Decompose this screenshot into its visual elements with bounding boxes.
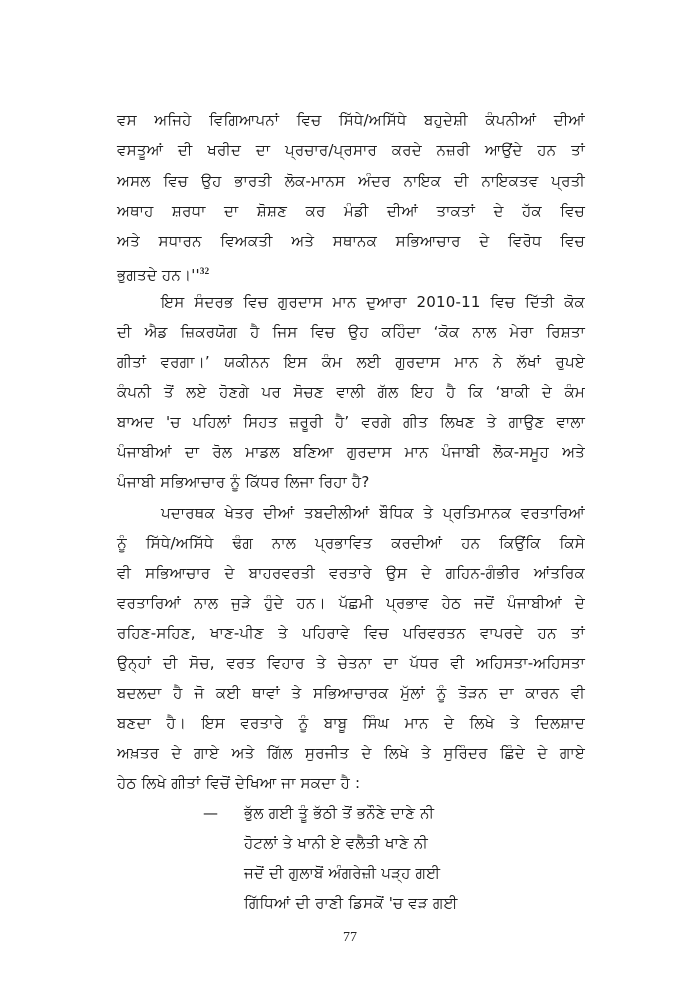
text-line: ਨੂੰ ਸਿੱਧੇ/ਅਸਿੱਧੇ ਢੰਗ ਨਾਲ ਪ੍ਰਭਾਵਿਤ ਕਰਦੀਆਂ ਹਨ ਕਿਉਂਕਿ ਕਿਸੇ: [117, 534, 585, 552]
text-line: ਹੇਠ ਲਿਖੇ ਗੀਤਾਂ ਵਿਚੋਂ ਦੇਖਿਆ ਜਾ ਸਕਦਾ ਹੈ :: [117, 774, 361, 792]
text-line: ਦੀ ਐਡ ਜ਼ਿਕਰਯੋਗ ਹੈ ਜਿਸ ਵਿਚ ਉਹ ਕਹਿੰਦਾ ‘ਕੋਕ ਨਾਲ ਮੇਰਾ ਰਿਸ਼ਤਾ: [117, 323, 585, 341]
verse-line: ਗਿੱਧਿਆਂ ਦੀ ਰਾਣੀ ਡਿਸਕੋਂ 'ਚ ਵੜ ਗਈ: [244, 894, 458, 912]
text-line: ਉਨ੍ਹਾਂ ਦੀ ਸੋਚ, ਵਰਤ ਵਿਹਾਰ ਤੇ ਚੇਤਨਾ ਦਾ ਪੱਧਰ ਵੀ ਅਹਿਸਤਾ-ਅਹਿਸਤਾ: [117, 654, 585, 672]
text-line: ਪਦਾਰਥਕ ਖੇਤਰ ਦੀਆਂ ਤਬਦੀਲੀਆਂ ਬੌਧਿਕ ਤੇ ਪ੍ਰਤਿਮਾਨਕ ਵਰਤਾਰਿਆਂ: [161, 504, 585, 522]
text-line: ਵਸਤੂਆਂ ਦੀ ਖਰੀਦ ਦਾ ਪ੍ਰਚਾਰ/ਪ੍ਰਸਾਰ ਕਰਦੇ ਨਜ਼ਰੀ ਆਉਂਦੇ ਹਨ ਤਾਂ: [117, 141, 585, 159]
verse-line: ਭੁੱਲ ਗਈ ਤੂੰ ਭੱਠੀ ਤੋਂ ਭਨੌਣੇ ਦਾਣੇ ਨੀ: [244, 804, 435, 822]
verse-dash: —: [203, 804, 218, 822]
text-line: ਅਤੇ ਸਧਾਰਨ ਵਿਅਕਤੀ ਅਤੇ ਸਥਾਨਕ ਸਭਿਆਚਾਰ ਦੇ ਵਿਰੋਧ ਵਿਚ: [117, 232, 585, 250]
text-line: ਕੰਪਨੀ ਤੋਂ ਲਏ ਹੋਣਗੇ ਪਰ ਸੋਚਣ ਵਾਲੀ ਗੱਲ ਇਹ ਹੈ ਕਿ ‘ਬਾਕੀ ਦੇ ਕੰਮ: [117, 383, 585, 401]
text-line: ਬਾਅਦ 'ਚ ਪਹਿਲਾਂ ਸਿਹਤ ਜ਼ਰੂਰੀ ਹੈ’ ਵਰਗੇ ਗੀਤ ਲਿਖਣ ਤੇ ਗਾਉਣ ਵਾਲਾ: [117, 413, 585, 431]
text-line: ਵਸ ਅਜਿਹੇ ਵਿਗਿਆਪਨਾਂ ਵਿਚ ਸਿੱਧੇ/ਅਸਿੱਧੇ ਬਹੁਦੇਸ਼ੀ ਕੰਪਨੀਆਂ ਦੀਆਂ: [117, 111, 585, 129]
verse-line: ਹੋਟਲਾਂ ਤੇ ਖਾਨੀ ਏ ਵਲੈਤੀ ਖਾਣੇ ਨੀ: [244, 834, 428, 852]
text-line: ਬਦਲਦਾ ਹੈ ਜੋ ਕਈ ਥਾਵਾਂ ਤੇ ਸਭਿਆਚਾਰਕ ਮੁੱਲਾਂ ਨੂੰ ਤੋੜਨ ਦਾ ਕਾਰਨ ਵੀ: [117, 684, 585, 702]
page-number: 77: [343, 930, 357, 945]
text-line-content: ਭੁਗਤਦੇ ਹਨ।'': [117, 266, 200, 284]
text-line: ਅਸਲ ਵਿਚ ਉਹ ਭਾਰਤੀ ਲੋਕ-ਮਾਨਸ ਅੰਦਰ ਨਾਇਕ ਦੀ ਨਾਇਕਤਵ ਪ੍ਰਤੀ: [117, 172, 585, 190]
text-line: ਪੰਜਾਬੀ ਸਭਿਆਚਾਰ ਨੂੰ ਕਿੱਧਰ ਲਿਜਾ ਰਿਹਾ ਹੈ?: [117, 473, 370, 491]
text-line: [117, 261, 585, 285]
text-line: ਵਰਤਾਰਿਆਂ ਨਾਲ ਜੁੜੇ ਹੁੰਦੇ ਹਨ। ਪੱਛਮੀ ਪ੍ਰਭਾਵ ਹੇਠ ਜਦੋਂ ਪੰਜਾਬੀਆਂ ਦੇ: [117, 594, 585, 612]
verse-line: ਜਦੋਂ ਦੀ ਗੁਲਾਬੋਂ ਅੰਗਰੇਜ਼ੀ ਪੜ੍ਹ ਗਈ: [244, 864, 441, 882]
text-line: ਰਹਿਣ-ਸਹਿਣ, ਖਾਣ-ਪੀਣ ਤੇ ਪਹਿਰਾਵੇ ਵਿਚ ਪਰਿਵਰਤਨ ਵਾਪਰਦੇ ਹਨ ਤਾਂ: [117, 624, 585, 642]
text-line: ਗੀਤਾਂ ਵਰਗਾ।’ ਯਕੀਨਨ ਇਸ ਕੰਮ ਲਈ ਗੁਰਦਾਸ ਮਾਨ ਨੇ ਲੱਖਾਂ ਰੁਪਏ: [117, 353, 585, 371]
text-line: ਵੀ ਸਭਿਆਚਾਰ ਦੇ ਬਾਹਰਵਰਤੀ ਵਰਤਾਰੇ ਉਸ ਦੇ ਗਹਿਨ-ਗੰਭੀਰ ਆਂਤਰਿਕ: [117, 564, 585, 582]
text-line: ਇਸ ਸੰਦਰਭ ਵਿਚ ਗੁਰਦਾਸ ਮਾਨ ਦੁਆਰਾ 2010-11 ਵਿਚ ਦਿੱਤੀ ਕੋਕ: [161, 293, 585, 311]
text-line: ਬਣਦਾ ਹੈ। ਇਸ ਵਰਤਾਰੇ ਨੂੰ ਬਾਬੂ ਸਿੰਘ ਮਾਨ ਦੇ ਲਿਖੇ ਤੇ ਦਿਲਸ਼ਾਦ: [117, 714, 585, 732]
text-line: ਅਥਾਹ ਸ਼ਰਧਾ ਦਾ ਸ਼ੋਸ਼ਣ ਕਰ ਮੰਡੀ ਦੀਆਂ ਤਾਕਤਾਂ ਦੇ ਹੱਕ ਵਿਚ: [117, 202, 585, 220]
footnote-reference: 32: [199, 266, 210, 276]
text-line: ਪੰਜਾਬੀਆਂ ਦਾ ਰੋਲ ਮਾਡਲ ਬਣਿਆ ਗੁਰਦਾਸ ਮਾਨ ਪੰਜਾਬੀ ਲੋਕ-ਸਮੂਹ ਅਤੇ: [117, 443, 585, 461]
text-line: ਅਖ਼ਤਰ ਦੇ ਗਾਏ ਅਤੇ ਗਿੱਲ ਸੁਰਜੀਤ ਦੇ ਲਿਖੇ ਤੇ ਸੁਰਿੰਦਰ ਛਿੰਦੇ ਦੇ ਗਾਏ: [117, 744, 585, 762]
